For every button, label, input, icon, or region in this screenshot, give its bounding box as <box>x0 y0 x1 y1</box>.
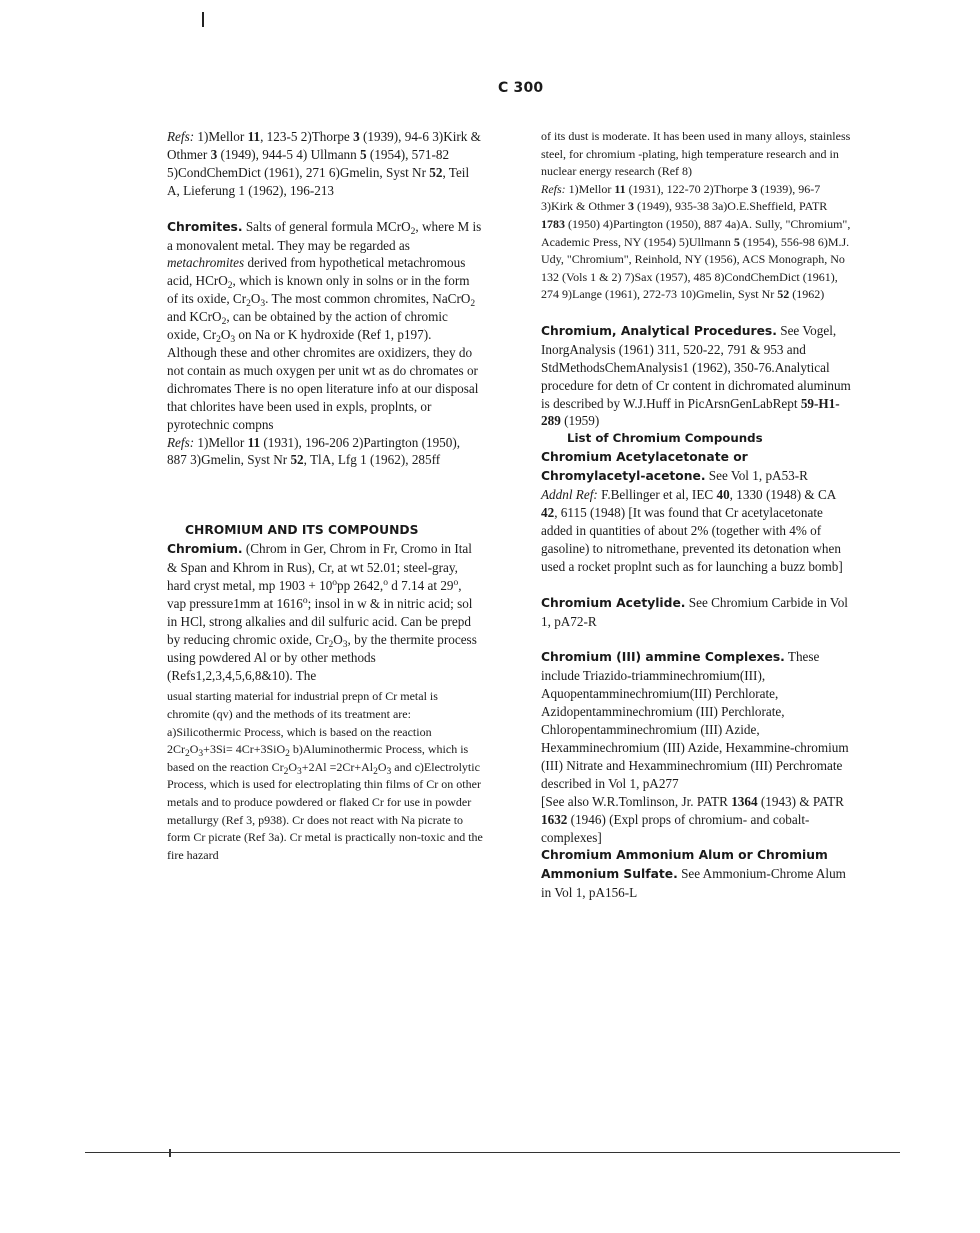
acetylacetonate-entry: Chromium Acetylacetonate or Chromylacetyl-acetone. See Vol 1, pA53-R Addnl Ref: F.Bellinger et al, IEC 40, 1330 (1948) & CA 42, 6115 (1948) [It was found that Cr acetylacetonate added in quantities of about 2% (together with 4% of gasoline) to nitromethane, prevented its detonation when used a rocket proplnt such as for launching a buzz bomb] <box>541 450 843 574</box>
entry-heading: Chromium. <box>167 542 243 557</box>
list-title: List of Chromium Compounds <box>567 431 763 446</box>
left-column <box>167 128 483 864</box>
references-paragraph: Refs: 1)Mellor 11, 123-5 2)Thorpe 3 (1939), 94-6 3)Kirk & Othmer 3 (1949), 944-5 4) Ullmann 5 (1954), 571-82 5)CondChemDict (1961), 271 6)Gmelin, Syst Nr 52, Teil A, Lieferung 1 (1962), 196-213 <box>167 129 481 198</box>
chromites-entry: Chromites. Salts of general formula MCrO$_2$, where M is a monovalent metal. They may be regarded as metachromites derived from hypothetical metachromous acid, HCrO$_2$, which is known only in solns or in the form of its oxide, $Cr_2O_3$. The most common chromites, NaCrO$_2$ and KCrO$_2$, can be obtained by the action of chromic oxide, $Cr_2O_3$ on Na or K hydroxide (Ref 1, p197). Although these and other chromites are oxidizers, they do not contain as much oxygen per unit wt as do chromates or dichromates There is no open literature info at our disposal that chlorites have been used in expls, proplnts, or pyrotechnic compns <box>167 218 482 432</box>
entry-heading: Chromium Acetylide. <box>541 595 686 610</box>
right-column <box>541 128 853 902</box>
footer-rule <box>85 1152 900 1153</box>
footer-tick <box>169 1149 171 1157</box>
entry-heading: Chromium Ammonium Alum or Chromium Ammonium Sulfate. <box>541 848 828 882</box>
chromium-entry: Chromium. (Chrom in Ger, Chrom in Fr, Cromo in Ital & Span and Khrom in Rus), Cr, at wt 52.01; steel-gray, hard cryst metal, mp $1903 + 10^opp$ 2642,$^o$ d 7.14 at 29$^o$, vap pressure1mm at 1616$^o$; insol in w & in nitric acid; sol in HCl, strong alkalies and dil sulfuric acid. Can be prepd by reducing chromic oxide, $Cr_2O_3$, by the thermite process using powdered Al or by other methods (Refs1,2,3,4,5,6,8&10). The <box>167 541 477 683</box>
chromium-continuation: usual starting material for industrial prepn of Cr metal is chromite (qv) and the methods of its treatment are: a)Silicothermic Process, which is based on the reaction $2Cr_2O_3+3Si= 4Cr+3SiO_2$ b)Aluminothermic Process, which is based on the reaction $Cr_2O_3+2Al =2Cr+Al_2O_3$ and c)Electrolytic Process, which is used for electroplating thin films of Cr on other metals and to produce powdered or flaked Cr for use in powder metallurgy (Ref 3, p938). Cr does not react with Na picrate to form Cr picrate (Ref 3a). Cr metal is practically non-toxic and the fire hazard <box>167 689 483 862</box>
page-number: C 300 <box>498 80 544 96</box>
entry-heading: Chromium Acetylacetonate or Chromylacetyl-acetone. <box>541 450 748 484</box>
entry-heading: Chromium (III) ammine Complexes. <box>541 650 785 665</box>
references-paragraph: Refs: 1)Mellor 11 (1931), 196-206 2)Partington (1950), 887 3)Gmelin, Syst Nr 52, TlA, Lfg 1 (1962), 285ff <box>167 434 461 468</box>
margin-mark <box>202 12 204 27</box>
chromium-continuation: of its dust is moderate. It has been used in many alloys, stainless steel, for chromium -plating, high temperature research and in nuclear energy research (Ref 8) <box>541 129 851 179</box>
ammonium-alum-entry: Chromium Ammonium Alum or Chromium Ammonium Sulfate. See Ammonium-Chrome Alum in Vol 1, pA156-L <box>541 848 846 901</box>
entry-heading: Chromium, Analytical Procedures. <box>541 323 777 338</box>
analytical-procedures-entry: Chromium, Analytical Procedures. See Vogel, InorgAnalysis (1961) 311, 520-22, 791 & 953 and StdMethodsChemAnalysis1 (1962), 350-76.Analytical procedure for detn of Cr content in dichromated aluminum is described by W.J.Huff in PicArsnGenLabRept 59-H1-289 (1959) <box>541 322 851 429</box>
ammine-complexes-entry: Chromium (III) ammine Complexes. These include Triazido-triamminechromium(III), Aquopentamminechromium(III) Perchlorate, Azidopentamminechromium (III) Perchlorate, Chloropentamminechromium (III) Azide, Hexamminechromium (III) Azide, Hexammine-chromium (III) Nitrate and Hexamminechromium (III) Perchromate described in Vol 1, pA277 [See also W.R.Tomlinson, Jr. PATR 1364 (1943) & PATR 1632 (1946) (Expl props of chromium- and cobalt-complexes] <box>541 649 849 845</box>
section-title: CHROMIUM AND ITS COMPOUNDS <box>185 523 419 538</box>
entry-heading: Chromites. <box>167 219 243 234</box>
references-paragraph: Refs: 1)Mellor 11 (1931), 122-70 2)Thorpe 3 (1939), 96-7 3)Kirk & Othmer 3 (1949), 935-38 3a)O.E.Sheffield, PATR 1783 (1950) 4)Partington (1950), 887 4a)A. Sully, "Chromium", Academic Press, NY (1954) 5)Ullmann 5 (1954), 556-98 6)M.J. Udy, "Chromium", Reinhold, NY (1956), ACS Monograph, No 132 (Vols 1 & 2) 7)Sax (1957), 485 8)CondChemDict (1961), 274 9)Lange (1961), 272-73 10)Gmelin, Syst Nr 52 (1962) <box>541 181 851 302</box>
acetylide-entry: Chromium Acetylide. See Chromium Carbide in Vol 1, pA72-R <box>541 594 848 629</box>
